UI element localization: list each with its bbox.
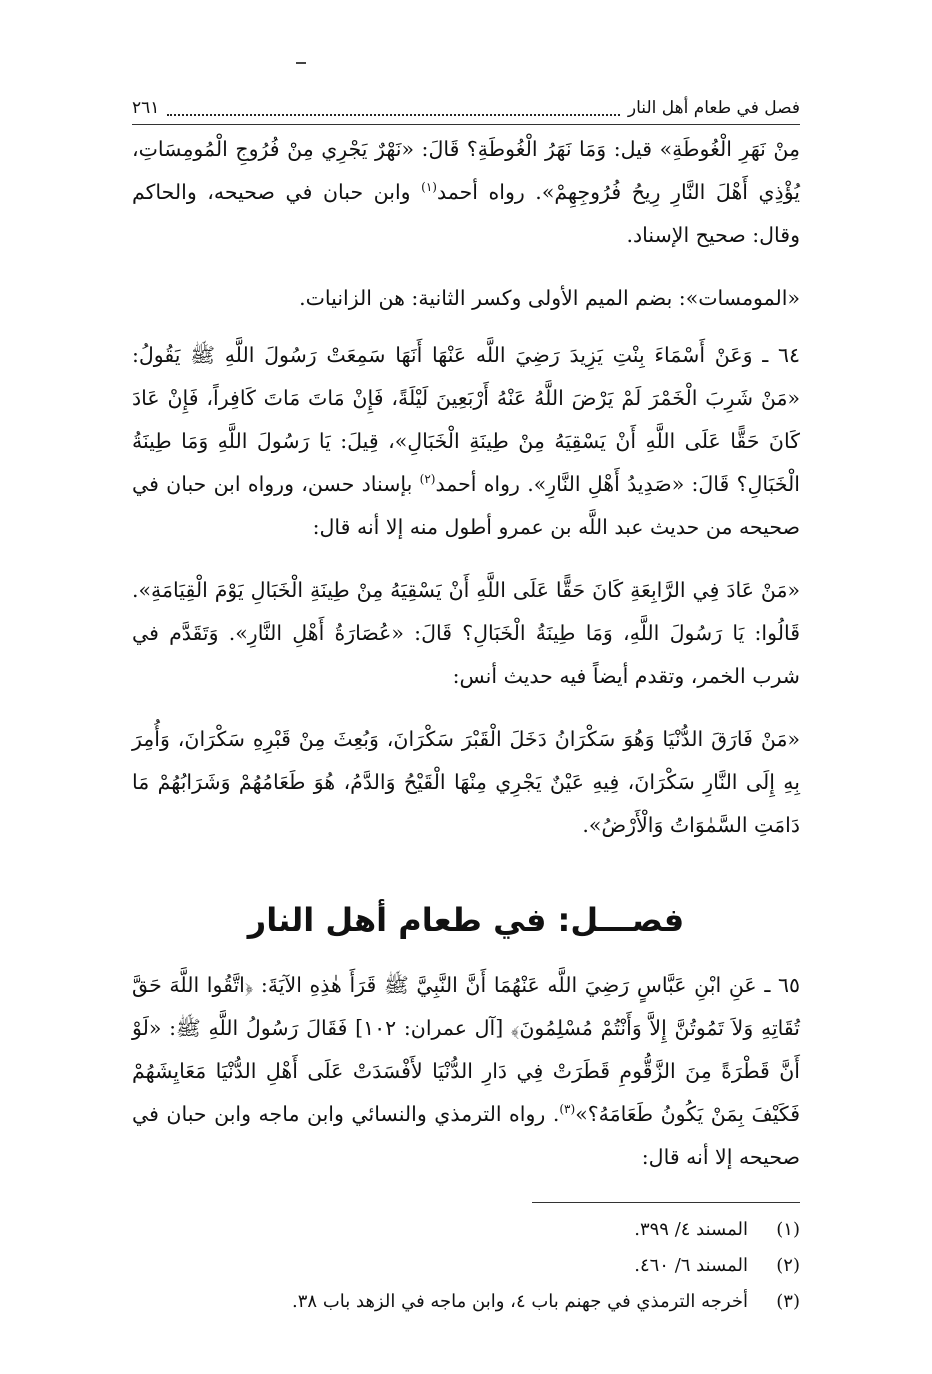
paragraph-1-text: مِنْ نَهَرِ الْغُوطَةِ» قيل: وَمَا نَهَرُ الْغُوطَةِ؟ قَالَ: «نَهْرٌ يَجْرِي مِنْ فُرُوجِ الْمُومِسَاتِ، يُؤْذِي أَهْلَ النَّارِ رِيحُ فُرُوجِهِمْ». رواه أحمد bbox=[132, 137, 800, 204]
page-number: ٢٦١ bbox=[132, 98, 160, 118]
footnote-number: (٢) bbox=[776, 1255, 800, 1276]
footnote-item bbox=[132, 1212, 800, 1248]
footnote-text: المسند ٦/ ٤٦٠. bbox=[634, 1255, 748, 1276]
running-header bbox=[132, 92, 800, 124]
footnote-item bbox=[132, 1248, 800, 1284]
header-dot-leader bbox=[167, 100, 620, 116]
footnote-item bbox=[132, 1284, 800, 1320]
paragraph-6 bbox=[132, 964, 800, 1179]
footnote-text: المسند ٤/ ٣٩٩. bbox=[634, 1219, 748, 1240]
header-rule bbox=[132, 124, 800, 125]
paragraph-1-tail: وابن حبان في صحيحه، والحاكم وقال: صحيح الإسناد. bbox=[132, 180, 800, 247]
footnote-ref-1: (١) bbox=[421, 180, 437, 195]
paragraph-6-text: ٦٥ ـ عَنِ ابْنِ عَبَّاسٍ رَضِيَ اللَّه عَنْهُمَا أَنَّ النَّبِيَّ ﷺ قَرَأَ هٰذِهِ الآيَةَ: ﴿اتَّقُوا اللَّهَ حَقَّ تُقَاتِهِ وَلاَ تَمُوتُنَّ إِلاَّ وَأَنْتُمْ مُسْلِمُونَ﴾ [آل عمران: ١٠٢] فَقَالَ رَسُولُ اللَّهِ ﷺ: «لَوْ أَنَّ قَطْرَةً مِنَ الزَّقُّومِ قَطَرَتْ فِي دَارِ الدُّنْيَا لأَفْسَدَتْ عَلَى أَهْلِ الدُّنْيَا مَعَايِشَهُمْ فَكَيْفَ بِمَنْ يَكُونُ طَعَامَهُ؟» bbox=[132, 973, 800, 1126]
footnote-number: (١) bbox=[776, 1219, 800, 1240]
paragraph-1 bbox=[132, 128, 800, 257]
footnote-ref-2: (٢) bbox=[419, 472, 436, 487]
footnote-text: أخرجه الترمذي في جهنم باب ٤، وابن ماجه في الزهد باب ٣٨. bbox=[292, 1291, 748, 1312]
footnote-ref-3: (٣) bbox=[559, 1102, 576, 1117]
footnotes bbox=[132, 1212, 800, 1320]
paragraph-3 bbox=[132, 334, 800, 549]
section-text bbox=[132, 964, 800, 1179]
paragraph-3-tail: بإسناد حسن، ورواه ابن حبان في صحيحه من حديث عبد اللَّه بن عمرو أطول منه إلا أنه قال: bbox=[132, 472, 800, 539]
header-title: فصل في طعام أهل النار bbox=[627, 98, 800, 118]
section-heading: فصـــل: في طعام أهل النار bbox=[247, 901, 685, 939]
stray-mark bbox=[296, 62, 306, 64]
paragraph-2: «المومسات»: بضم الميم الأولى وكسر الثانية: هن الزانيات. bbox=[299, 286, 800, 310]
paragraph-3-text: ٦٤ ـ وَعَنْ أَسْمَاءَ بِنْتِ يَزِيدَ رَضِيَ اللَّه عَنْهَا أَنَهَا سَمِعَتْ رَسُولَ اللَّهِ ﷺ يَقُولُ: «مَنْ شَرِبَ الْخَمْرَ لَمْ يَرْضَ اللَّهُ عَنْهُ أَرْبَعِينَ لَيْلَةً، فَإِنْ مَاتَ مَاتَ كَافِراً، فَإِنْ عَادَ كَانَ حَقًّا عَلَى اللَّهِ أَنْ يَسْقِيَهُ مِنْ طِينَةِ الْخَبَالِ»، قِيلَ: يَا رَسُولَ اللَّهِ وَمَا طِينَةُ الْخَبَالِ؟ قَالَ: «صَدِيدُ أَهْلِ النَّارِ». رواه أحمد bbox=[132, 343, 800, 496]
main-text bbox=[132, 128, 800, 867]
footnote-number: (٣) bbox=[776, 1291, 800, 1312]
paragraph-4: «مَنْ عَادَ فِي الرَّابِعَةِ كَانَ حَقًّا عَلَى اللَّهِ أَنْ يَسْقِيَهُ مِنْ طِينَةِ الْخَبَالِ يَوْمَ الْقِيَامَةِ». قَالُوا: يَا رَسُولَ اللَّهِ، وَمَا طِينَةُ الْخَبَالِ؟ قَالَ: «عُصَارَةُ أَهْلِ النَّارِ». وَتَقَدَّم في شرب الخمر، وتقدم أيضاً فيه حديث أنس: bbox=[132, 578, 800, 688]
paragraph-5: «مَنْ فَارَقَ الدُّنْيَا وَهُوَ سَكْرَانُ دَخَلَ الْقَبْرَ سَكْرَانَ، وَبُعِثَ مِنْ قَبْرِهِ سَكْرَانَ، وَأُمِرَ بِهِ إِلَى النَّارِ سَكْرَانَ، فِيهِ عَيْنٌ يَجْرِي مِنْهَا الْقَيْحُ وَالدَّمُ، هُوَ طَعَامُهُمْ وَشَرَابُهُمْ مَا دَامَتِ السَّمٰوَاتُ وَالْأَرْضُ». bbox=[132, 727, 800, 837]
paragraph-6-tail: . رواه الترمذي والنسائي وابن ماجه وابن حبان في صحيحه إلا أنه قال: bbox=[132, 1102, 800, 1169]
footnote-rule bbox=[532, 1202, 800, 1203]
